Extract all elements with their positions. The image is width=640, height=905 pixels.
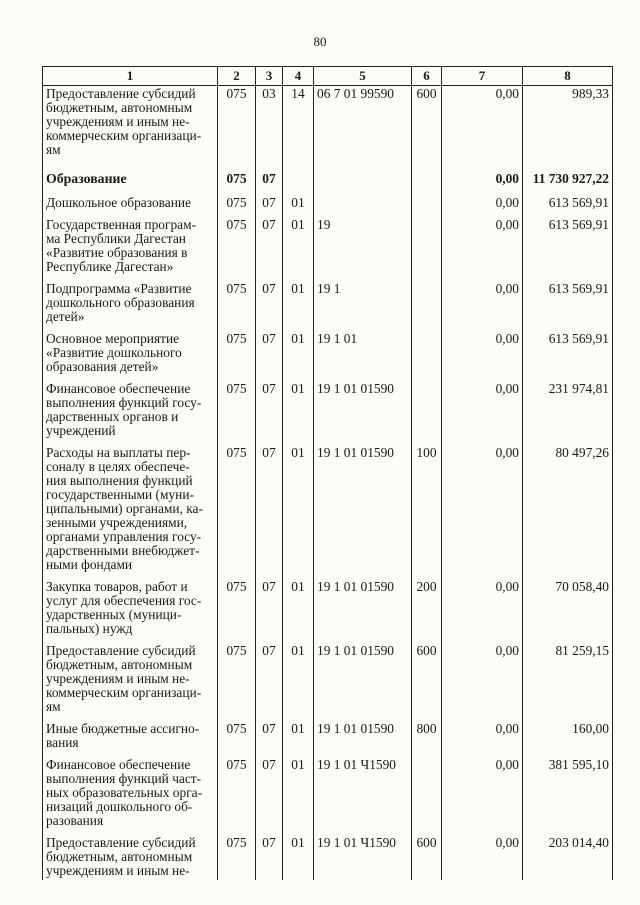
subsection-code-cell: 01 xyxy=(283,721,314,757)
row-name-cell: Иные бюджетные ассигно- вания xyxy=(43,721,218,757)
section-code-cell: 07 xyxy=(256,835,283,880)
section-code-cell: 07 xyxy=(256,164,283,195)
column-header: 8 xyxy=(523,67,613,86)
target-article-cell: 19 1 01 01590 xyxy=(314,381,412,445)
row-name-cell: Образование xyxy=(43,164,218,195)
target-article-cell: 19 1 01 Ч1590 xyxy=(314,835,412,880)
budget-table xyxy=(42,66,613,880)
amount-col7-cell: 0,00 xyxy=(442,721,523,757)
column-header: 5 xyxy=(314,67,412,86)
ministry-code-cell: 075 xyxy=(218,445,256,579)
amount-col8-cell: 989,33 xyxy=(523,86,613,165)
target-article-cell: 19 1 xyxy=(314,281,412,331)
amount-col8-cell: 160,00 xyxy=(523,721,613,757)
expense-type-cell xyxy=(412,195,442,217)
expense-type-cell: 800 xyxy=(412,721,442,757)
target-article-cell: 19 1 01 Ч1590 xyxy=(314,757,412,835)
row-name-cell: Финансовое обеспечение выполнения функций част- ных образовательных орга- низаций дошкольного об- разования xyxy=(43,757,218,835)
subsection-code-cell: 01 xyxy=(283,579,314,643)
target-article-cell xyxy=(314,164,412,195)
section-code-cell: 07 xyxy=(256,579,283,643)
subsection-code-cell: 01 xyxy=(283,757,314,835)
section-code-cell: 07 xyxy=(256,331,283,381)
subsection-code-cell: 01 xyxy=(283,195,314,217)
amount-col7-cell: 0,00 xyxy=(442,643,523,721)
table-row xyxy=(43,164,613,195)
subsection-code-cell: 01 xyxy=(283,643,314,721)
section-code-cell: 07 xyxy=(256,381,283,445)
ministry-code-cell: 075 xyxy=(218,281,256,331)
section-code-cell: 07 xyxy=(256,643,283,721)
expense-type-cell: 600 xyxy=(412,86,442,165)
ministry-code-cell: 075 xyxy=(218,721,256,757)
amount-col8-cell: 613 569,91 xyxy=(523,281,613,331)
ministry-code-cell: 075 xyxy=(218,579,256,643)
ministry-code-cell: 075 xyxy=(218,195,256,217)
amount-col8-cell: 613 569,91 xyxy=(523,331,613,381)
amount-col7-cell: 0,00 xyxy=(442,757,523,835)
row-name-cell: Дошкольное образование xyxy=(43,195,218,217)
column-header: 4 xyxy=(283,67,314,86)
expense-type-cell: 600 xyxy=(412,835,442,880)
ministry-code-cell: 075 xyxy=(218,757,256,835)
amount-col8-cell: 613 569,91 xyxy=(523,217,613,281)
amount-col7-cell: 0,00 xyxy=(442,331,523,381)
section-code-cell: 07 xyxy=(256,281,283,331)
expense-type-cell: 600 xyxy=(412,643,442,721)
row-name-cell: Предоставление субсидий бюджетным, автономным учреждениям и иным не- коммерческим организаци- ям xyxy=(43,643,218,721)
ministry-code-cell: 075 xyxy=(218,835,256,880)
column-header: 7 xyxy=(442,67,523,86)
section-code-cell: 03 xyxy=(256,86,283,165)
table-row xyxy=(43,579,613,643)
ministry-code-cell: 075 xyxy=(218,164,256,195)
row-name-cell: Основное мероприятие «Развитие дошкольного образования детей» xyxy=(43,331,218,381)
target-article-cell: 06 7 01 99590 xyxy=(314,86,412,165)
expense-type-cell xyxy=(412,217,442,281)
ministry-code-cell: 075 xyxy=(218,86,256,165)
amount-col7-cell: 0,00 xyxy=(442,217,523,281)
amount-col7-cell: 0,00 xyxy=(442,835,523,880)
target-article-cell: 19 1 01 01590 xyxy=(314,643,412,721)
amount-col8-cell: 70 058,40 xyxy=(523,579,613,643)
amount-col7-cell: 0,00 xyxy=(442,86,523,165)
section-code-cell: 07 xyxy=(256,445,283,579)
table-header-row xyxy=(43,67,613,86)
row-name-cell: Подпрограмма «Развитие дошкольного образования детей» xyxy=(43,281,218,331)
amount-col7-cell: 0,00 xyxy=(442,281,523,331)
expense-type-cell xyxy=(412,381,442,445)
subsection-code-cell xyxy=(283,164,314,195)
amount-col7-cell: 0,00 xyxy=(442,381,523,445)
subsection-code-cell: 01 xyxy=(283,835,314,880)
table-row xyxy=(43,86,613,165)
table-row xyxy=(43,217,613,281)
subsection-code-cell: 01 xyxy=(283,381,314,445)
expense-type-cell xyxy=(412,757,442,835)
row-name-cell: Расходы на выплаты пер- соналу в целях обеспече- ния выполнения функций государственными (муни- ципальными) органами, ка- зенными учреждениями, органами управления госу- дарственными внебюджет- ными фондами xyxy=(43,445,218,579)
ministry-code-cell: 075 xyxy=(218,217,256,281)
row-name-cell: Закупка товаров, работ и услуг для обеспечения гос- ударственных (муници- пальных) нужд xyxy=(43,579,218,643)
row-name-cell: Предоставление субсидий бюджетным, автономным учреждениям и иным не- коммерческим организаци- ям xyxy=(43,86,218,165)
expense-type-cell xyxy=(412,164,442,195)
page-number: 80 xyxy=(313,34,327,49)
section-code-cell: 07 xyxy=(256,195,283,217)
section-code-cell: 07 xyxy=(256,721,283,757)
amount-col8-cell: 11 730 927,22 xyxy=(523,164,613,195)
amount-col7-cell: 0,00 xyxy=(442,164,523,195)
table-row xyxy=(43,281,613,331)
subsection-code-cell: 01 xyxy=(283,445,314,579)
table-row xyxy=(43,835,613,880)
amount-col8-cell: 81 259,15 xyxy=(523,643,613,721)
expense-type-cell xyxy=(412,281,442,331)
subsection-code-cell: 01 xyxy=(283,217,314,281)
row-name-cell: Государственная програм- ма Республики Дагестан «Развитие образования в Республике Дагестан» xyxy=(43,217,218,281)
table-row xyxy=(43,643,613,721)
table-row xyxy=(43,757,613,835)
subsection-code-cell: 01 xyxy=(283,331,314,381)
amount-col8-cell: 231 974,81 xyxy=(523,381,613,445)
row-name-cell: Предоставление субсидий бюджетным, автономным учреждениям и иным не- xyxy=(43,835,218,880)
table-row xyxy=(43,721,613,757)
ministry-code-cell: 075 xyxy=(218,381,256,445)
subsection-code-cell: 14 xyxy=(283,86,314,165)
column-header: 2 xyxy=(218,67,256,86)
section-code-cell: 07 xyxy=(256,757,283,835)
target-article-cell: 19 1 01 01590 xyxy=(314,445,412,579)
amount-col8-cell: 203 014,40 xyxy=(523,835,613,880)
table-row xyxy=(43,331,613,381)
column-header: 6 xyxy=(412,67,442,86)
table-row xyxy=(43,445,613,579)
amount-col8-cell: 613 569,91 xyxy=(523,195,613,217)
section-code-cell: 07 xyxy=(256,217,283,281)
amount-col8-cell: 80 497,26 xyxy=(523,445,613,579)
table-row xyxy=(43,381,613,445)
target-article-cell: 19 xyxy=(314,217,412,281)
table-row xyxy=(43,195,613,217)
ministry-code-cell: 075 xyxy=(218,643,256,721)
subsection-code-cell: 01 xyxy=(283,281,314,331)
amount-col7-cell: 0,00 xyxy=(442,195,523,217)
amount-col8-cell: 381 595,10 xyxy=(523,757,613,835)
ministry-code-cell: 075 xyxy=(218,331,256,381)
column-header: 3 xyxy=(256,67,283,86)
expense-type-cell: 100 xyxy=(412,445,442,579)
column-header: 1 xyxy=(43,67,218,86)
target-article-cell: 19 1 01 01590 xyxy=(314,721,412,757)
target-article-cell: 19 1 01 01590 xyxy=(314,579,412,643)
expense-type-cell: 200 xyxy=(412,579,442,643)
row-name-cell: Финансовое обеспечение выполнения функций госу- дарственных органов и учреждений xyxy=(43,381,218,445)
expense-type-cell xyxy=(412,331,442,381)
amount-col7-cell: 0,00 xyxy=(442,445,523,579)
target-article-cell xyxy=(314,195,412,217)
amount-col7-cell: 0,00 xyxy=(442,579,523,643)
target-article-cell: 19 1 01 xyxy=(314,331,412,381)
